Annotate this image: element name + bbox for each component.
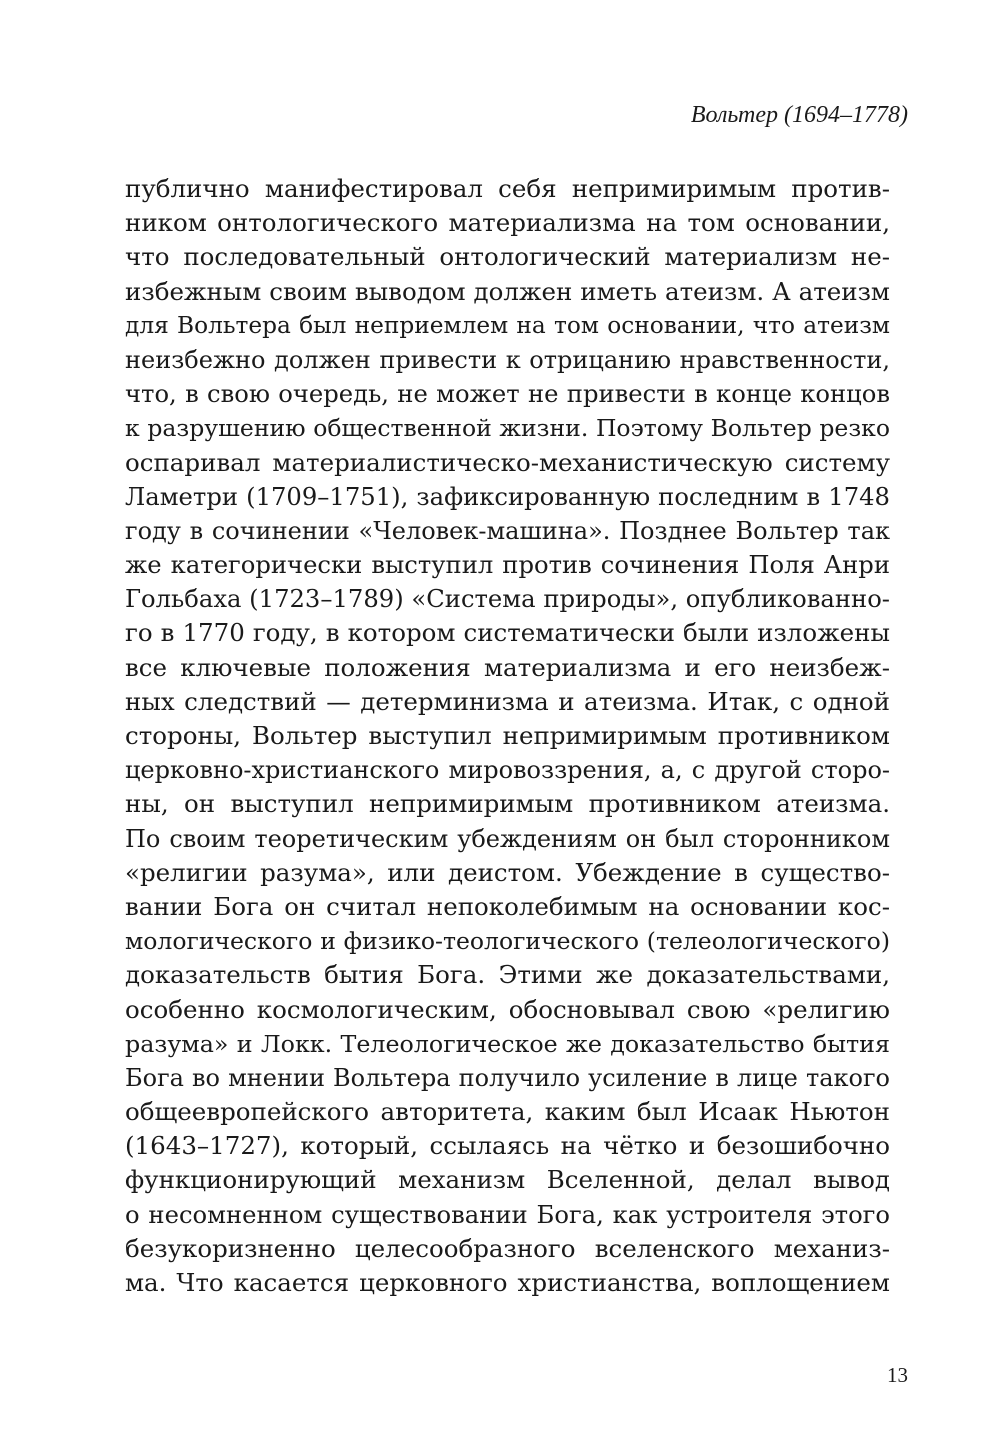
text-line: публично манифестировал себя непримиримым против- (125, 174, 890, 203)
text-line: что, в свою очередь, не может не привести в конце концов (125, 379, 890, 409)
text-line: ны, он выступил непримиримым противником атеизма. (125, 789, 890, 819)
text-line: оспаривал материалистическо-механистическую систему (125, 447, 890, 477)
text-line: По своим теоретическим убеждениям он был сторонником (125, 824, 890, 853)
text-line: о несомненном существовании Бога, как устроителя этого (125, 1199, 890, 1229)
text-line: го в 1770 году, в котором систематически были изложены (125, 618, 890, 648)
text-line: вании Бога он считал непоколебимым на основании кос- (125, 891, 890, 921)
text-line: функционирующий механизм Вселенной, делал вывод (125, 1165, 890, 1195)
body-text (125, 172, 890, 1300)
text-line: ных следствий — детерминизма и атеизма. Итак, с одной (125, 686, 890, 716)
text-line: (1643–1727), который, ссылаясь на чётко и безошибочно (125, 1131, 890, 1161)
text-line: для Вольтера был неприемлем на том основании, что атеизм (125, 311, 890, 339)
page-number: 13 (887, 1363, 908, 1387)
text-line: мологического и физико-теологического (телеологического) (125, 927, 890, 956)
text-line: году в сочинении «Человек-машина». Позднее Вольтер так (125, 516, 890, 545)
text-line: что последовательный онтологический материализм не- (125, 242, 890, 272)
text-line: особенно космологическим, обосновывал свою «религию (125, 994, 890, 1024)
text-line: разума» и Локк. Телеологическое же доказательство бытия (125, 1029, 890, 1058)
text-line: Бога во мнении Вольтера получило усиление в лице такого (125, 1063, 890, 1092)
text-line: общеевропейского авторитета, каким был Исаак Ньютон (125, 1097, 890, 1127)
text-line: же категорически выступил против сочинения Поля Анри (125, 550, 890, 580)
text-line: ма. Что касается церковного христианства, воплощением (125, 1268, 890, 1297)
text-line: неизбежно должен привести к отрицанию нравственности, (125, 345, 890, 374)
text-line: доказательств бытия Бога. Этими же доказательствами, (125, 960, 890, 990)
text-line: ником онтологического материализма на том основании, (125, 208, 890, 238)
text-line: безукоризненно целесообразного вселенского механиз- (125, 1233, 890, 1263)
text-line: избежным своим выводом должен иметь атеизм. А атеизм (125, 276, 890, 306)
text-line: к разрушению общественной жизни. Поэтому Вольтер резко (125, 414, 890, 443)
text-line: «религии разума», или деистом. Убеждение в существо- (125, 857, 890, 887)
text-line: стороны, Вольтер выступил непримиримым противником (125, 721, 890, 750)
text-line: Ламетри (1709–1751), зафиксированную последним в 1748 (125, 481, 890, 511)
text-line: церковно-христианского мировоззрения, а, с другой сторо- (125, 756, 890, 785)
text-line: Гольбаха (1723–1789) «Система природы», опубликованно- (125, 584, 890, 614)
running-header: Вольтер (1694–1778) (690, 102, 908, 128)
text-line: все ключевые положения материализма и его неизбеж- (125, 652, 890, 682)
